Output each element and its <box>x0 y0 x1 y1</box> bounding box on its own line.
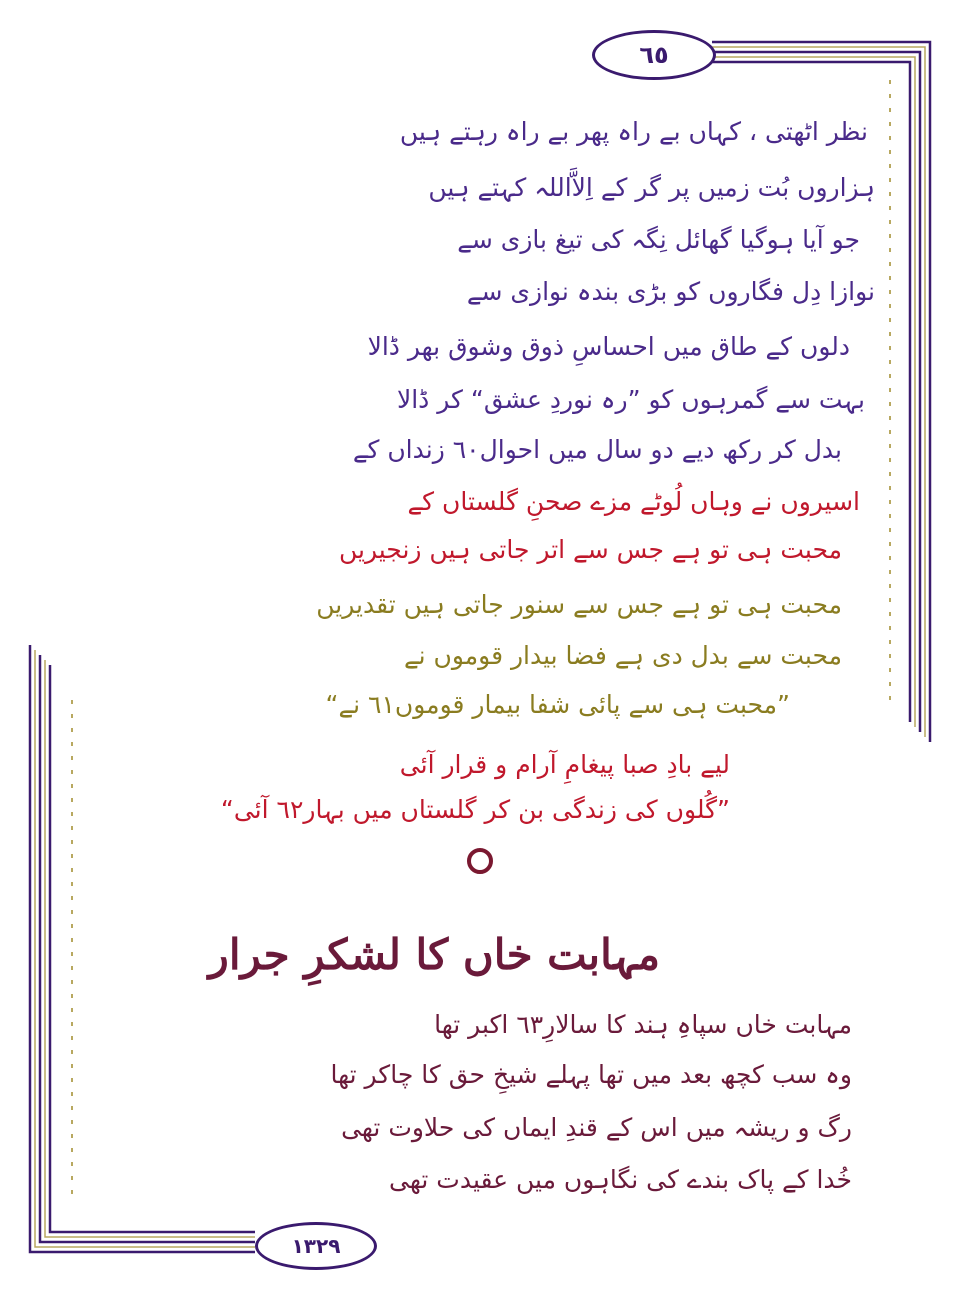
poem-line-4: نوازا دِل فگاروں کو بڑی بندہ نوازی سے <box>466 277 875 306</box>
poem-line-6: بہت سے گمرہوں کو ”رہ نوردِ عشق“ کر ڈالا <box>396 385 865 414</box>
couplet-line-1: لیے بادِ صبا پیغامِ آرام و قرار آئی <box>399 750 730 779</box>
poem-line-2: ہزاروں بُت زمیں پر گر کے اِلاَّاللہ کہتے ہیں <box>428 173 875 202</box>
section-line-1: مہابت خاں سپاہِ ہند کا سالارِ٦٣ اکبر تھا <box>434 1010 852 1039</box>
page-number-bottom: ١٣٢٩ <box>255 1222 377 1270</box>
poem-line-12: ”محبت ہی سے پائی شفا بیمار قوموں٦١ نے“ <box>325 690 790 719</box>
section-line-4: خُدا کے پاک بندے کی نگاہوں میں عقیدت تھی <box>389 1165 852 1194</box>
poem-line-3: جو آیا ہوگیا گھائل نِگہ کی تیغ بازی سے <box>457 225 860 254</box>
section-line-2: وہ سب کچھ بعد میں تھا پہلے شیخِ حق کا چاکر تھا <box>330 1060 852 1089</box>
page-number-top: ٦٥ <box>592 30 716 80</box>
poem-line-10: محبت ہی تو ہے جس سے سنور جاتی ہیں تقدیریں <box>316 590 842 619</box>
section-line-3: رگ و ریشہ میں اس کے قندِ ایماں کی حلاوت تھی <box>341 1113 852 1142</box>
section-heading: مہابت خاں کا لشکرِ جرار <box>208 930 660 979</box>
poem-line-5: دلوں کے طاق میں احساسِ ذوق وشوق بھر ڈالا <box>367 332 850 361</box>
poem-line-7: بدل کر رکھ دیے دو سال میں احوال٦٠ زنداں کے <box>352 435 842 464</box>
poem-line-1: نظر اٹھتی ، کہاں بے راہ پھر بے راہ رہتے ہیں <box>399 117 868 146</box>
section-divider-circle-icon <box>467 848 493 874</box>
poem-line-8: اسیروں نے وہاں لُوٹے مزے صحنِ گلستاں کے <box>407 487 860 516</box>
poem-line-9: محبت ہی تو ہے جس سے اتر جاتی ہیں زنجیریں <box>338 535 842 564</box>
poem-line-11: محبت سے بدل دی ہے فضا بیدار قوموں نے <box>403 641 842 670</box>
couplet-line-2: ”گُلوں کی زندگی بن کر گلستاں میں بہار٦٢ آئی“ <box>220 795 730 824</box>
